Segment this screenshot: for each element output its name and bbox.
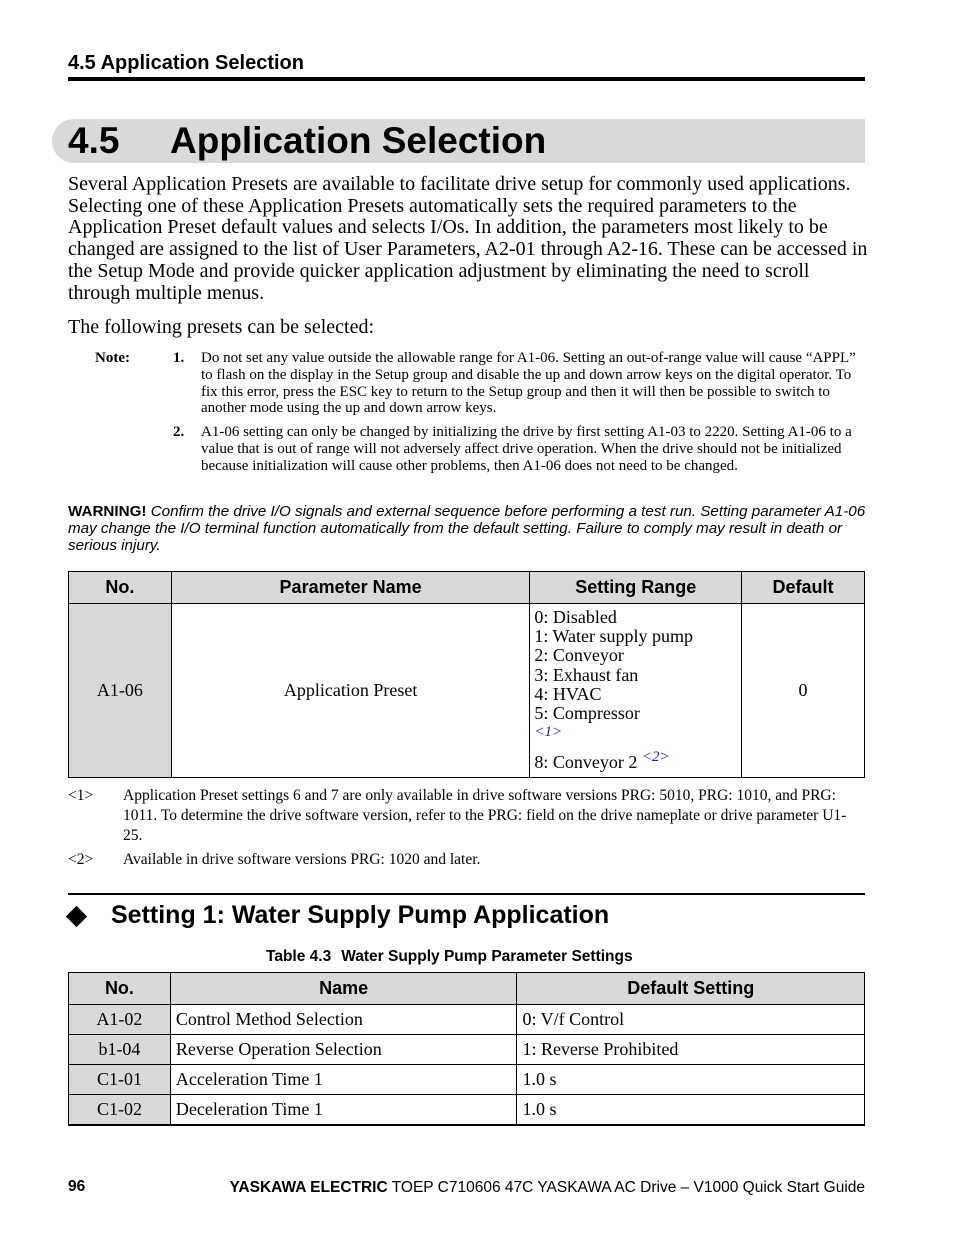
parameter-number: C1-02 [69, 1095, 171, 1126]
parameter-number: C1-01 [69, 1065, 171, 1095]
default-setting: 0: V/f Control [517, 1005, 865, 1035]
running-header: 4.5 Application Selection [68, 52, 304, 74]
table-row [69, 1035, 865, 1065]
table-row [69, 604, 865, 778]
intro-paragraph: Several Application Presets are available to facilitate drive setup for commonly used applications. Selecting one of these Application Presets automatically sets the required parameters to the Application Preset default values and selects I/Os. In addition, the parameters most likely to be changed are assigned to the list of User Parameters, A2-01 through A2-16. These can be accessed in the Setup Mode and provide quicker application adjustment by eliminating the need to scroll through multiple menus. [68, 173, 868, 304]
section-number: 4.5 [68, 120, 120, 161]
table-caption-label: Table 4.3 [266, 948, 332, 965]
setting-range [530, 604, 742, 778]
table-header-row [69, 572, 865, 604]
warning-label: WARNING! [68, 503, 147, 520]
column-header: No. [69, 973, 171, 1005]
footer-doc-info: TOEP C710606 47C YASKAWA AC Drive – V1000 Quick Start Guide [391, 1179, 865, 1196]
footnote-mark: <1> [68, 787, 94, 804]
subsection-title: Setting 1: Water Supply Pump Application [111, 901, 610, 929]
footnote-ref-link[interactable]: <1> [534, 724, 563, 741]
header-rule [68, 77, 865, 81]
table-caption-title: Water Supply Pump Parameter Settings [341, 948, 633, 965]
table-header-row [69, 973, 865, 1005]
warning-text: Confirm the drive I/O signals and external sequence before performing a test run. Setting parameter A1-06 may change the I/O terminal function automatically from the default setting. Failure to comply may result in death or serious injury. [68, 503, 866, 554]
table-caption [266, 948, 633, 966]
note-text: A1-06 setting can only be changed by initializing the drive by first setting A1-03 to 2220. Setting A1-06 to a value that is out of range will not adversely affect drive operation. When the drive should not be initialized because initialization will cause other problems, then A1-06 does not need to be changed. [201, 424, 852, 474]
default-setting: 1.0 s [517, 1095, 865, 1126]
footnote-mark: <2> [68, 851, 94, 868]
range-option: 3: Exhaust fan [534, 664, 639, 685]
range-option: 5: Compressor [534, 703, 640, 724]
table-row [69, 1065, 865, 1095]
footer-brand: YASKAWA ELECTRIC [229, 1179, 388, 1196]
footnote-ref-link[interactable]: <2> [641, 749, 670, 766]
range-option: 2: Conveyor [534, 645, 624, 666]
parameter-name: Reverse Operation Selection [170, 1035, 517, 1065]
parameter-name: Acceleration Time 1 [170, 1065, 517, 1095]
table-row [69, 1095, 865, 1126]
column-header: Default Setting [517, 973, 865, 1005]
note-number: 1. [173, 350, 185, 366]
column-header: Name [170, 973, 517, 1005]
diamond-bullet-icon [66, 906, 87, 927]
range-option [534, 748, 737, 772]
default-setting: 1.0 s [517, 1065, 865, 1095]
footnote-text: Available in drive software versions PRG: 1020 and later. [123, 851, 481, 868]
range-option: 1: Water supply pump [534, 626, 694, 647]
default-setting: 1: Reverse Prohibited [517, 1035, 865, 1065]
default-value: 0 [742, 604, 865, 778]
range-option-label: 8: Conveyor 2 [534, 752, 638, 773]
range-option: 0: Disabled [534, 607, 617, 627]
subsection-rule [68, 893, 865, 895]
parameter-number: A1-02 [69, 1005, 171, 1035]
parameter-number: A1-06 [69, 604, 172, 778]
parameter-name: Application Preset [171, 604, 529, 778]
note-label: Note: [95, 350, 130, 366]
range-option: 4: HVAC [534, 683, 602, 704]
column-header: Parameter Name [171, 572, 529, 604]
section-title: Application Selection [170, 120, 547, 161]
note-text: Do not set any value outside the allowable range for A1-06. Setting an out-of-range value will cause “APPL” to flash on the display in the Setup group and disable the up and down arrow keys on the digital operator. To fix this error, press the ESC key to return to the Setup group and then it will then be possible to switch to another mode using the up and down arrow keys. [201, 350, 856, 417]
column-header: Default [742, 572, 865, 604]
parameter-name: Deceleration Time 1 [170, 1095, 517, 1126]
warning-block [68, 503, 868, 554]
parameter-number: b1-04 [69, 1035, 171, 1065]
table-row [69, 1005, 865, 1035]
footnote-text: Application Preset settings 6 and 7 are only available in drive software versions PRG: 5010, PRG: 1010, and PRG: 1011. To determine the drive software version, refer to the PRG: field on the drive nameplate or drive parameter U1-25. [123, 787, 847, 844]
column-header: Setting Range [530, 572, 742, 604]
note-number: 2. [173, 424, 185, 440]
column-header: No. [69, 572, 172, 604]
page-footer [230, 1179, 866, 1197]
application-preset-table [68, 571, 865, 778]
parameter-name: Control Method Selection [170, 1005, 517, 1035]
page-number: 96 [68, 1178, 86, 1195]
water-supply-pump-table [68, 972, 865, 1126]
presets-lead-in: The following presets can be selected: [68, 316, 374, 338]
